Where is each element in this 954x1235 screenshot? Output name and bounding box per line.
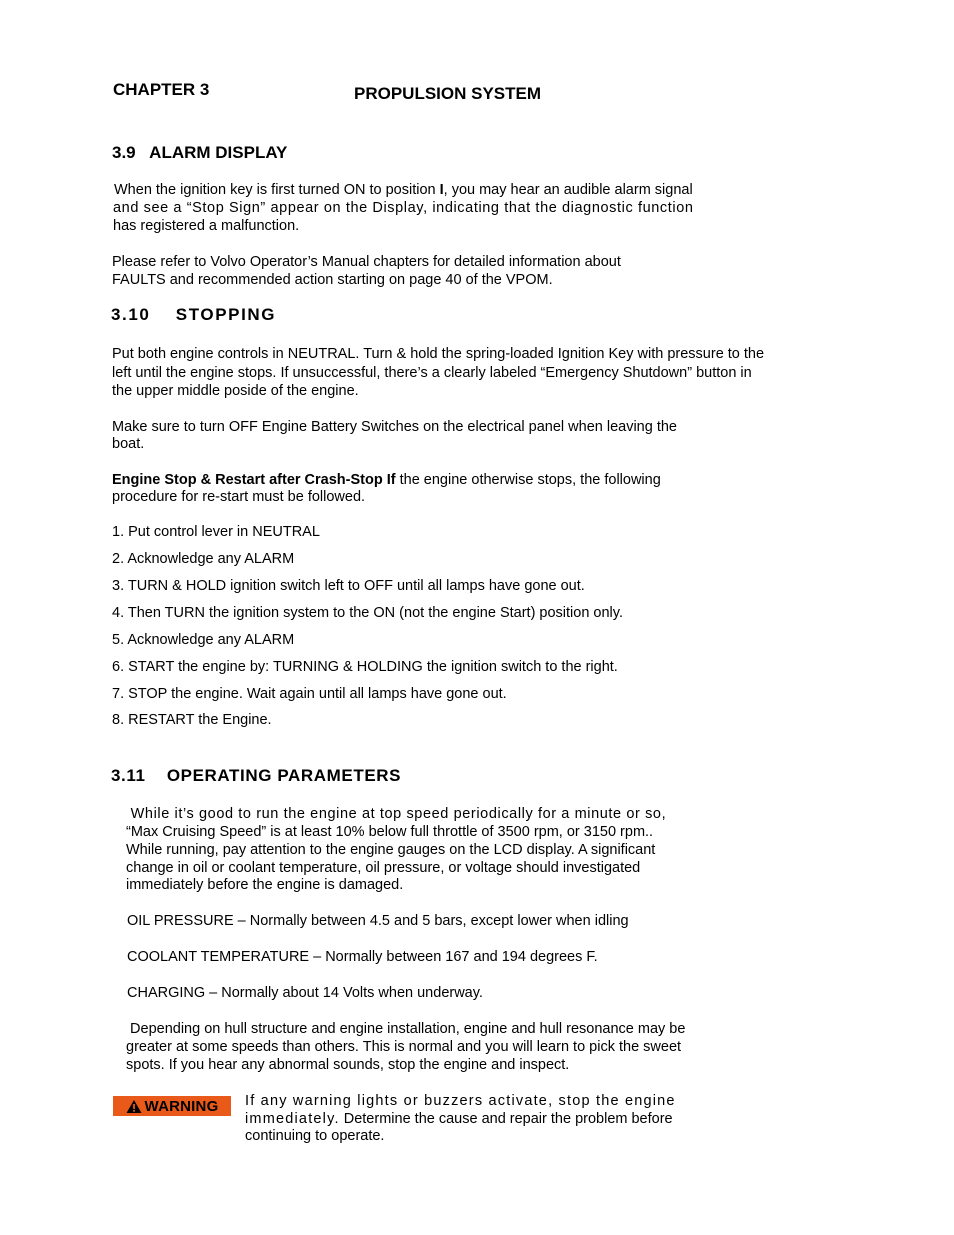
alarm-paragraph-line: When the ignition key is first turned ON to position I, you may hear an audible alarm signal [114, 182, 693, 198]
procedure-step: 2. Acknowledge any ALARM [112, 551, 295, 567]
section-heading-stopping: 3.10 STOPPING [111, 305, 277, 324]
warning-text-line: If any warning lights or buzzers activate, stop the engine [245, 1093, 676, 1109]
restart-intro-line: Engine Stop & Restart after Crash-Stop If the engine otherwise stops, the following [112, 472, 661, 488]
restart-intro-line: procedure for re-start must be followed. [112, 489, 366, 505]
parameters-paragraph-line: While it’s good to run the engine at top speed periodically for a minute or so, [126, 806, 667, 822]
resonance-paragraph-line: spots. If you hear any abnormal sounds, stop the engine and inspect. [126, 1057, 570, 1073]
warning-label: WARNING [113, 1096, 231, 1116]
battery-paragraph-line: Make sure to turn OFF Engine Battery Switches on the electrical panel when leaving the [112, 419, 677, 435]
section-heading-operating-parameters: 3.11 OPERATING PARAMETERS [111, 766, 402, 785]
parameters-paragraph-line: immediately before the engine is damaged. [126, 877, 404, 893]
procedure-step: 6. START the engine by: TURNING & HOLDING the ignition switch to the right. [112, 659, 618, 675]
coolant-temperature-parameter: COOLANT TEMPERATURE – Normally between 167 and 194 degrees F. [127, 949, 598, 965]
page-title: PROPULSION SYSTEM [354, 84, 542, 103]
procedure-step: 4. Then TURN the ignition system to the ON (not the engine Start) position only. [112, 605, 623, 621]
battery-paragraph-line: boat. [112, 436, 145, 452]
alarm-paragraph-line: has registered a malfunction. [113, 218, 300, 234]
charging-parameter: CHARGING – Normally about 14 Volts when underway. [127, 985, 483, 1001]
oil-pressure-parameter: OIL PRESSURE – Normally between 4.5 and 5 bars, except lower when idling [127, 913, 629, 929]
procedure-step: 5. Acknowledge any ALARM [112, 632, 295, 648]
procedure-step: 7. STOP the engine. Wait again until all lamps have gone out. [112, 686, 507, 702]
procedure-step: 3. TURN & HOLD ignition switch left to OFF until all lamps have gone out. [112, 578, 585, 594]
procedure-step: 8. RESTART the Engine. [112, 712, 272, 728]
section-heading-alarm-display: 3.9 ALARM DISPLAY [112, 143, 288, 162]
refer-paragraph-line: FAULTS and recommended action starting on page 40 of the VPOM. [112, 272, 553, 288]
resonance-paragraph-line: greater at some speeds than others. This is normal and you will learn to pick the sweet [126, 1039, 682, 1055]
stopping-paragraph-line: left until the engine stops. If unsuccessful, there’s a clearly labeled “Emergency Shutdown” button in [112, 365, 752, 381]
warning-text-line: continuing to operate. [245, 1128, 385, 1144]
warning-triangle-icon [126, 1099, 142, 1114]
resonance-paragraph-line: Depending on hull structure and engine installation, engine and hull resonance may be [126, 1021, 686, 1037]
parameters-paragraph-line: “Max Cruising Speed” is at least 10% below full throttle of 3500 rpm, or 3150 rpm.. [126, 824, 654, 840]
warning-text-line: immediately. Determine the cause and repair the problem before [245, 1111, 673, 1127]
chapter-label: CHAPTER 3 [113, 80, 210, 99]
procedure-step: 1. Put control lever in NEUTRAL [112, 524, 320, 540]
parameters-paragraph-line: change in oil or coolant temperature, oil pressure, or voltage should investigated [126, 860, 641, 876]
stopping-paragraph-line: Put both engine controls in NEUTRAL. Turn & hold the spring-loaded Ignition Key with pressure to the [112, 346, 765, 362]
stopping-paragraph-line: the upper middle poside of the engine. [112, 383, 359, 399]
refer-paragraph-line: Please refer to Volvo Operator’s Manual chapters for detailed information about [112, 254, 621, 270]
parameters-paragraph-line: While running, pay attention to the engine gauges on the LCD display. A significant [126, 842, 656, 858]
alarm-paragraph-line: and see a “Stop Sign” appear on the Display, indicating that the diagnostic function [113, 200, 694, 216]
